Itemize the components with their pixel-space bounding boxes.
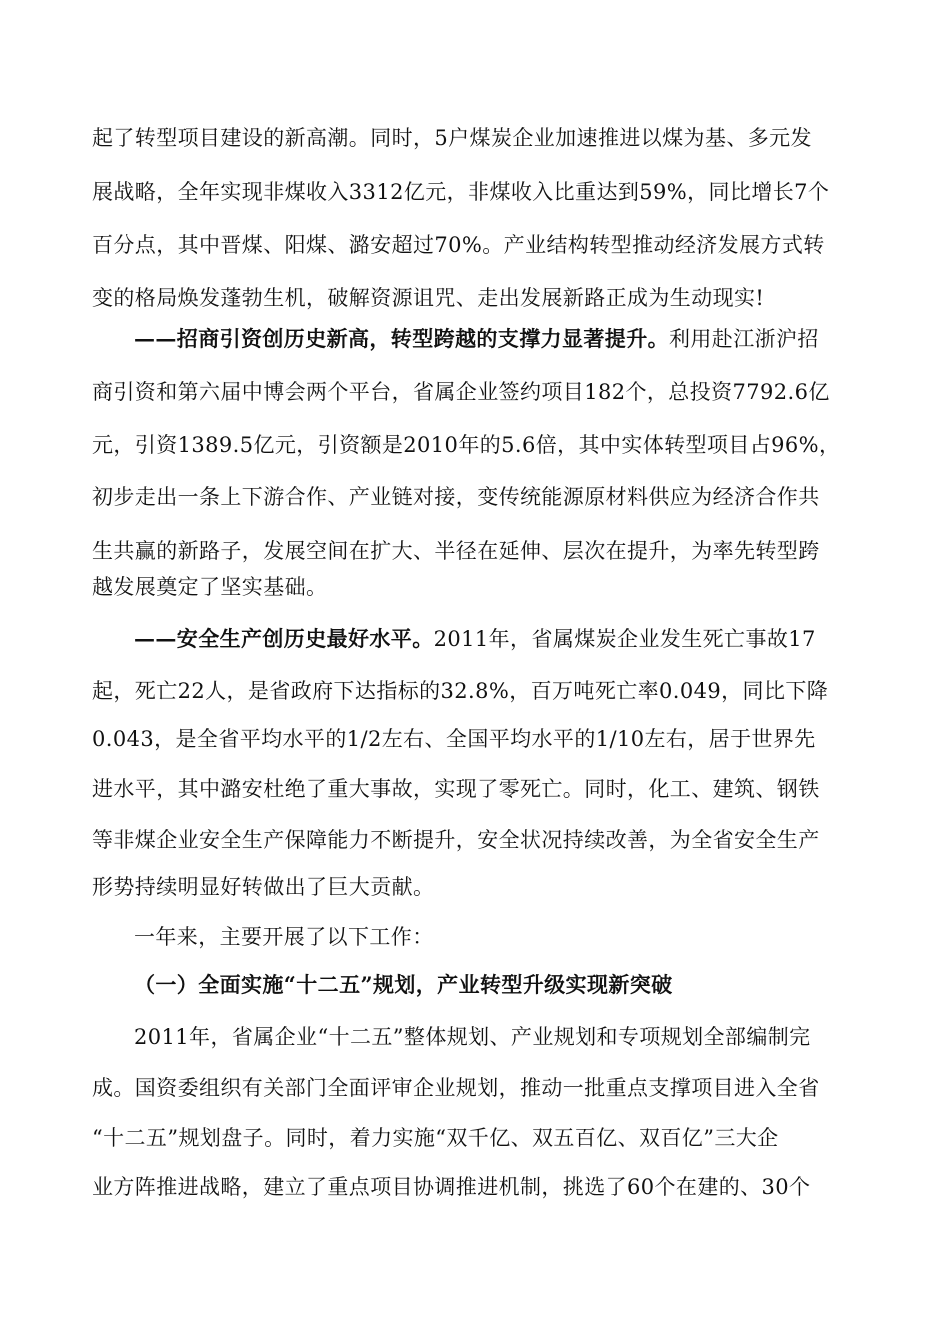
paragraph-3-line-6: 形势持续明显好转做出了巨大贡献。 bbox=[92, 875, 435, 899]
paragraph-2-line-4: 初步走出一条上下游合作、产业链对接，变传统能源原材料供应为经济合作共 bbox=[92, 485, 820, 509]
paragraph-2-line-1 bbox=[134, 324, 862, 354]
paragraph-5-line-3: “十二五”规划盘子。同时，着力实施“双千亿、双五百亿、双百亿”三大企 bbox=[92, 1126, 779, 1150]
paragraph-2-line-5: 生共赢的新路子，发展空间在扩大、半径在延伸、层次在提升，为率先转型跨 bbox=[92, 539, 820, 563]
paragraph-3-line-1-text: 2011年，省属煤炭企业发生死亡事故17 bbox=[433, 627, 816, 651]
paragraph-3-lead: ——安全生产创历史最好水平。 bbox=[134, 626, 434, 651]
paragraph-5-line-2: 成。国资委组织有关部门全面评审企业规划，推动一批重点支撑项目进入全省 bbox=[92, 1076, 820, 1100]
paragraph-2-line-1-text: 利用赴江浙沪招 bbox=[669, 327, 819, 351]
paragraph-3-line-1 bbox=[134, 624, 862, 654]
paragraph-1-line-3: 百分点，其中晋煤、阳煤、潞安超过70%。产业结构转型推动经济发展方式转 bbox=[92, 233, 825, 257]
paragraph-1-line-1: 起了转型项目建设的新高潮。同时，5户煤炭企业加速推进以煤为基、多元发 bbox=[92, 126, 812, 150]
paragraph-2-line-2: 商引资和第六届中博会两个平台，省属企业签约项目182个，总投资7792.6亿 bbox=[92, 380, 830, 404]
paragraph-3-line-3: 0.043，是全省平均水平的1/2左右、全国平均水平的1/10左右，居于世界先 bbox=[92, 727, 816, 751]
paragraph-3-line-4: 进水平，其中潞安杜绝了重大事故，实现了零死亡。同时，化工、建筑、钢铁 bbox=[92, 777, 820, 801]
paragraph-2-lead: ——招商引资创历史新高，转型跨越的支撑力显著提升。 bbox=[134, 326, 669, 351]
paragraph-2-line-3: 元，引资1389.5亿元，引资额是2010年的5.6倍，其中实体转型项目占96%， bbox=[92, 433, 841, 457]
paragraph-5-line-4: 业方阵推进战略，建立了重点项目协调推进机制，挑选了60个在建的、30个 bbox=[92, 1175, 811, 1199]
paragraph-3-line-5: 等非煤企业安全生产保障能力不断提升，安全状况持续改善，为全省安全生产 bbox=[92, 828, 820, 852]
paragraph-1-line-4: 变的格局焕发蓬勃生机，破解资源诅咒、走出发展新路正成为生动现实! bbox=[92, 286, 765, 310]
paragraph-4-line-1: 一年来，主要开展了以下工作： bbox=[134, 925, 434, 949]
section-heading-1: （一）全面实施“十二五”规划，产业转型升级实现新突破 bbox=[134, 972, 673, 997]
paragraph-2-line-6: 越发展奠定了坚实基础。 bbox=[92, 575, 328, 599]
paragraph-1-line-2: 展战略，全年实现非煤收入3312亿元，非煤收入比重达到59%，同比增长7个 bbox=[92, 180, 830, 204]
paragraph-3-line-2: 起，死亡22人，是省政府下达指标的32.8%，百万吨死亡率0.049，同比下降 bbox=[92, 679, 829, 703]
paragraph-5-line-1: 2011年，省属企业“十二五”整体规划、产业规划和专项规划全部编制完 bbox=[134, 1025, 811, 1049]
